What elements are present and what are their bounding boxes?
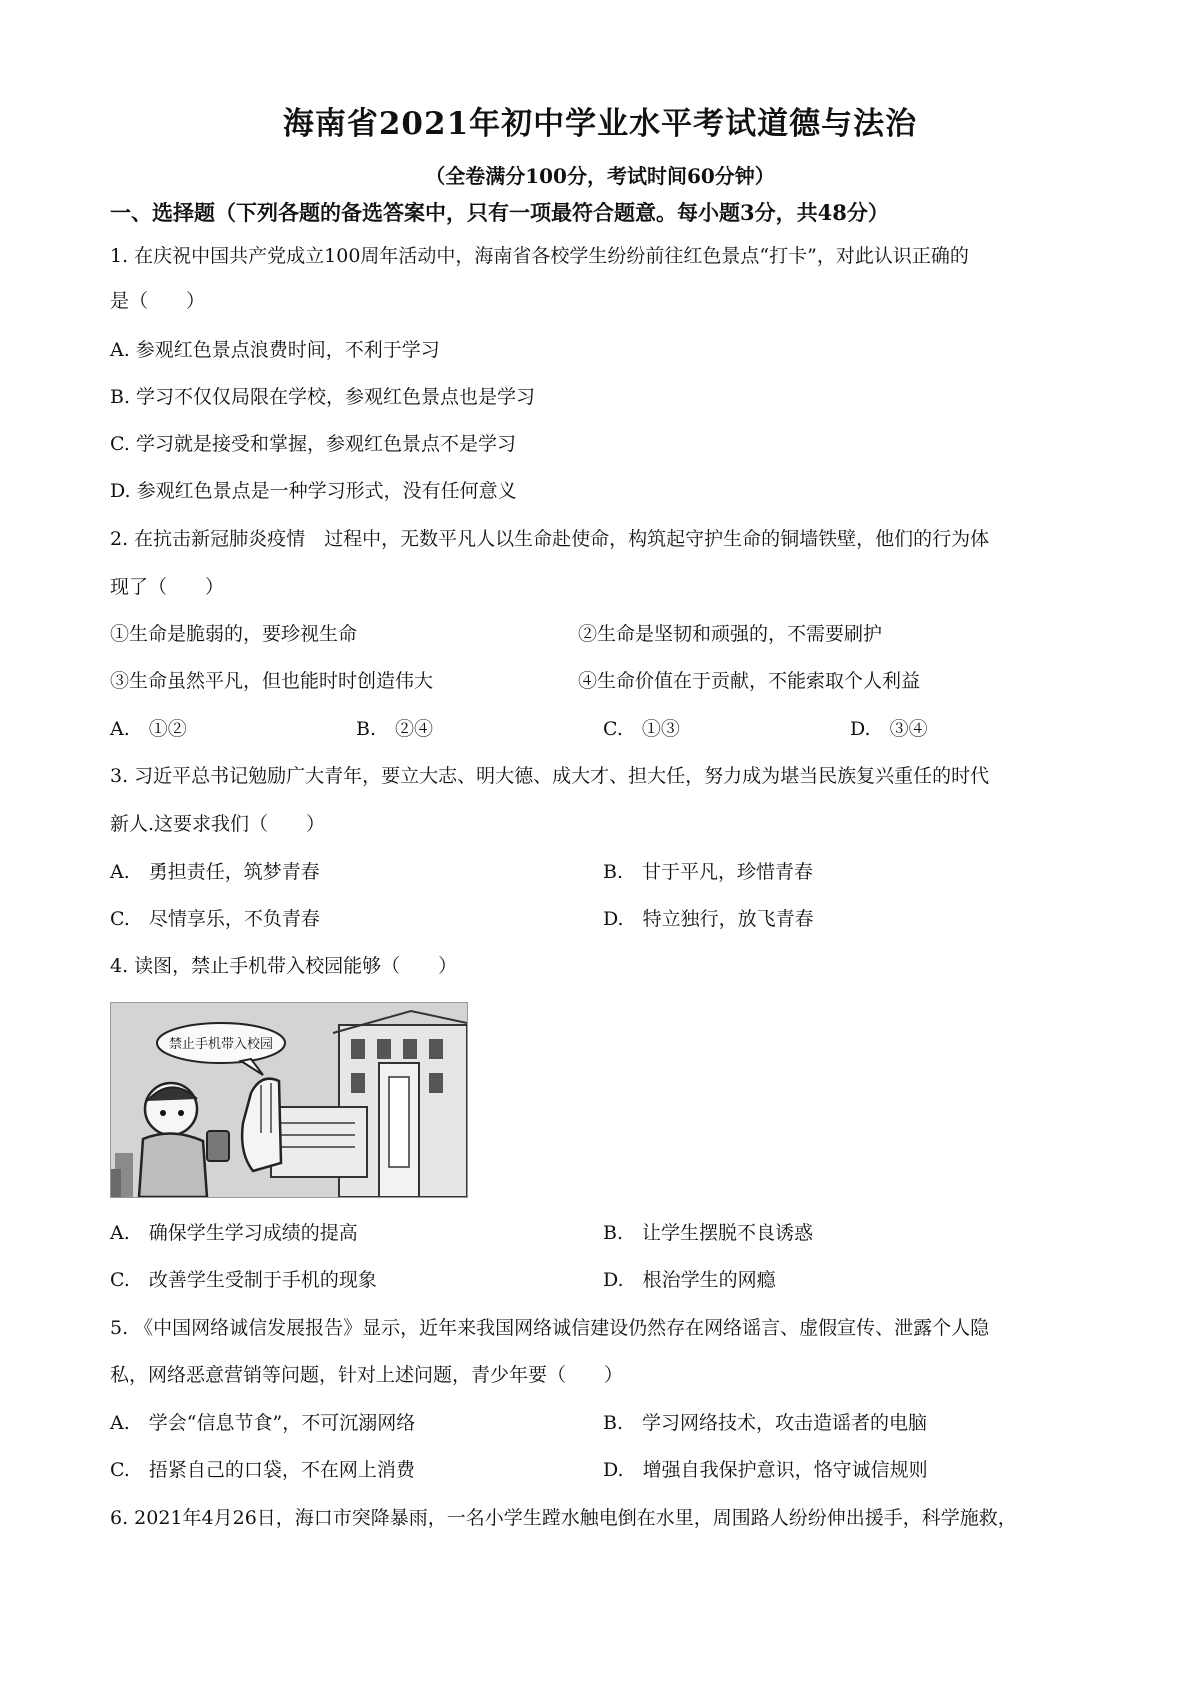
page-title: 海南省2021年初中学业水平考试道德与法治 bbox=[282, 106, 918, 142]
q4-option-a: A. 确保学生学习成绩的提高 bbox=[110, 1222, 358, 1244]
q2-option-d: D. ③④ bbox=[850, 718, 928, 740]
q2-option-c: C. ①③ bbox=[603, 718, 680, 740]
q4-stem-line1: 4. 读图，禁止手机带入校园能够（ ） bbox=[110, 955, 458, 977]
q3-option-d: D. 特立独行，放飞青春 bbox=[603, 908, 814, 930]
q5-option-b: B. 学习网络技术，攻击造谣者的电脑 bbox=[603, 1412, 928, 1434]
q2-statement-2: ②生命是坚韧和顽强的，不需要刷护 bbox=[578, 623, 883, 645]
q2-stem-line2: 现了（ ） bbox=[110, 576, 225, 598]
q5-option-d: D. 增强自我保护意识，恪守诚信规则 bbox=[603, 1459, 928, 1481]
q6-stem-line1: 6. 2021年4月26日，海口市突降暴雨，一名小学生蹚水触电倒在水里，周围路人纷纷伸出援手，科学施救， bbox=[110, 1507, 1017, 1529]
q4-cartoon-figure bbox=[110, 1002, 468, 1198]
q1-option-a: A. 参观红色景点浪费时间，不利于学习 bbox=[110, 339, 440, 361]
q5-option-c: C. 捂紧自己的口袋，不在网上消费 bbox=[110, 1459, 415, 1481]
q1-stem-line1: 1. 在庆祝中国共产党成立100周年活动中，海南省各校学生纷纷前往红色景点“打卡”，对此认识正确的 bbox=[110, 245, 969, 267]
q2-option-a: A. ①② bbox=[110, 718, 187, 740]
q2-statement-3: ③生命虽然平凡，但也能时时创造伟大 bbox=[110, 670, 434, 692]
q3-stem-line2: 新人.这要求我们（ ） bbox=[110, 813, 326, 835]
q3-option-c: C. 尽情享乐，不负青春 bbox=[110, 908, 320, 930]
q2-statement-1: ①生命是脆弱的，要珍视生命 bbox=[110, 623, 358, 645]
q5-option-a: A. 学会“信息节食”，不可沉溺网络 bbox=[110, 1412, 416, 1434]
q1-stem-line2: 是（ ） bbox=[110, 290, 206, 312]
page-subtitle: （全卷满分100分，考试时间60分钟） bbox=[425, 164, 775, 188]
phone-icon bbox=[207, 1131, 229, 1161]
q2-statement-4: ④生命价值在于贡献，不能索取个人利益 bbox=[578, 670, 921, 692]
speech-bubble-text: 禁止手机带入校园 bbox=[168, 1037, 274, 1052]
q1-option-d: D. 参观红色景点是一种学习形式，没有任何意义 bbox=[110, 480, 517, 502]
q4-option-d: D. 根治学生的网瘾 bbox=[603, 1269, 776, 1291]
q1-option-b: B. 学习不仅仅局限在学校，参观红色景点也是学习 bbox=[110, 386, 536, 408]
q3-option-a: A. 勇担责任，筑梦青春 bbox=[110, 861, 320, 883]
q5-stem-line1: 5. 《中国网络诚信发展报告》显示，近年来我国网络诚信建设仍然存在网络谣言、虚假宣传、泄露个人隐 bbox=[110, 1317, 990, 1339]
q2-option-b: B. ②④ bbox=[356, 718, 434, 740]
q2-stem-line1: 2. 在抗击新冠肺炎疫情 过程中，无数平凡人以生命赴使命，构筑起守护生命的铜墙铁壁，他们的行为体 bbox=[110, 528, 990, 550]
q3-stem-line1: 3. 习近平总书记勉励广大青年，要立大志、明大德、成大才、担大任，努力成为堪当民族复兴重任的时代 bbox=[110, 765, 990, 787]
q3-option-b: B. 甘于平凡，珍惜青春 bbox=[603, 861, 814, 883]
section-heading: 一、选择题（下列各题的备选答案中，只有一项最符合题意。每小题3分，共48分） bbox=[110, 200, 889, 225]
q1-option-c: C. 学习就是接受和掌握，参观红色景点不是学习 bbox=[110, 433, 516, 455]
q4-option-b: B. 让学生摆脱不良诱惑 bbox=[603, 1222, 814, 1244]
q5-stem-line2: 私，网络恶意营销等问题，针对上述问题，青少年要（ ） bbox=[110, 1364, 624, 1386]
q4-option-c: C. 改善学生受制于手机的现象 bbox=[110, 1269, 377, 1291]
